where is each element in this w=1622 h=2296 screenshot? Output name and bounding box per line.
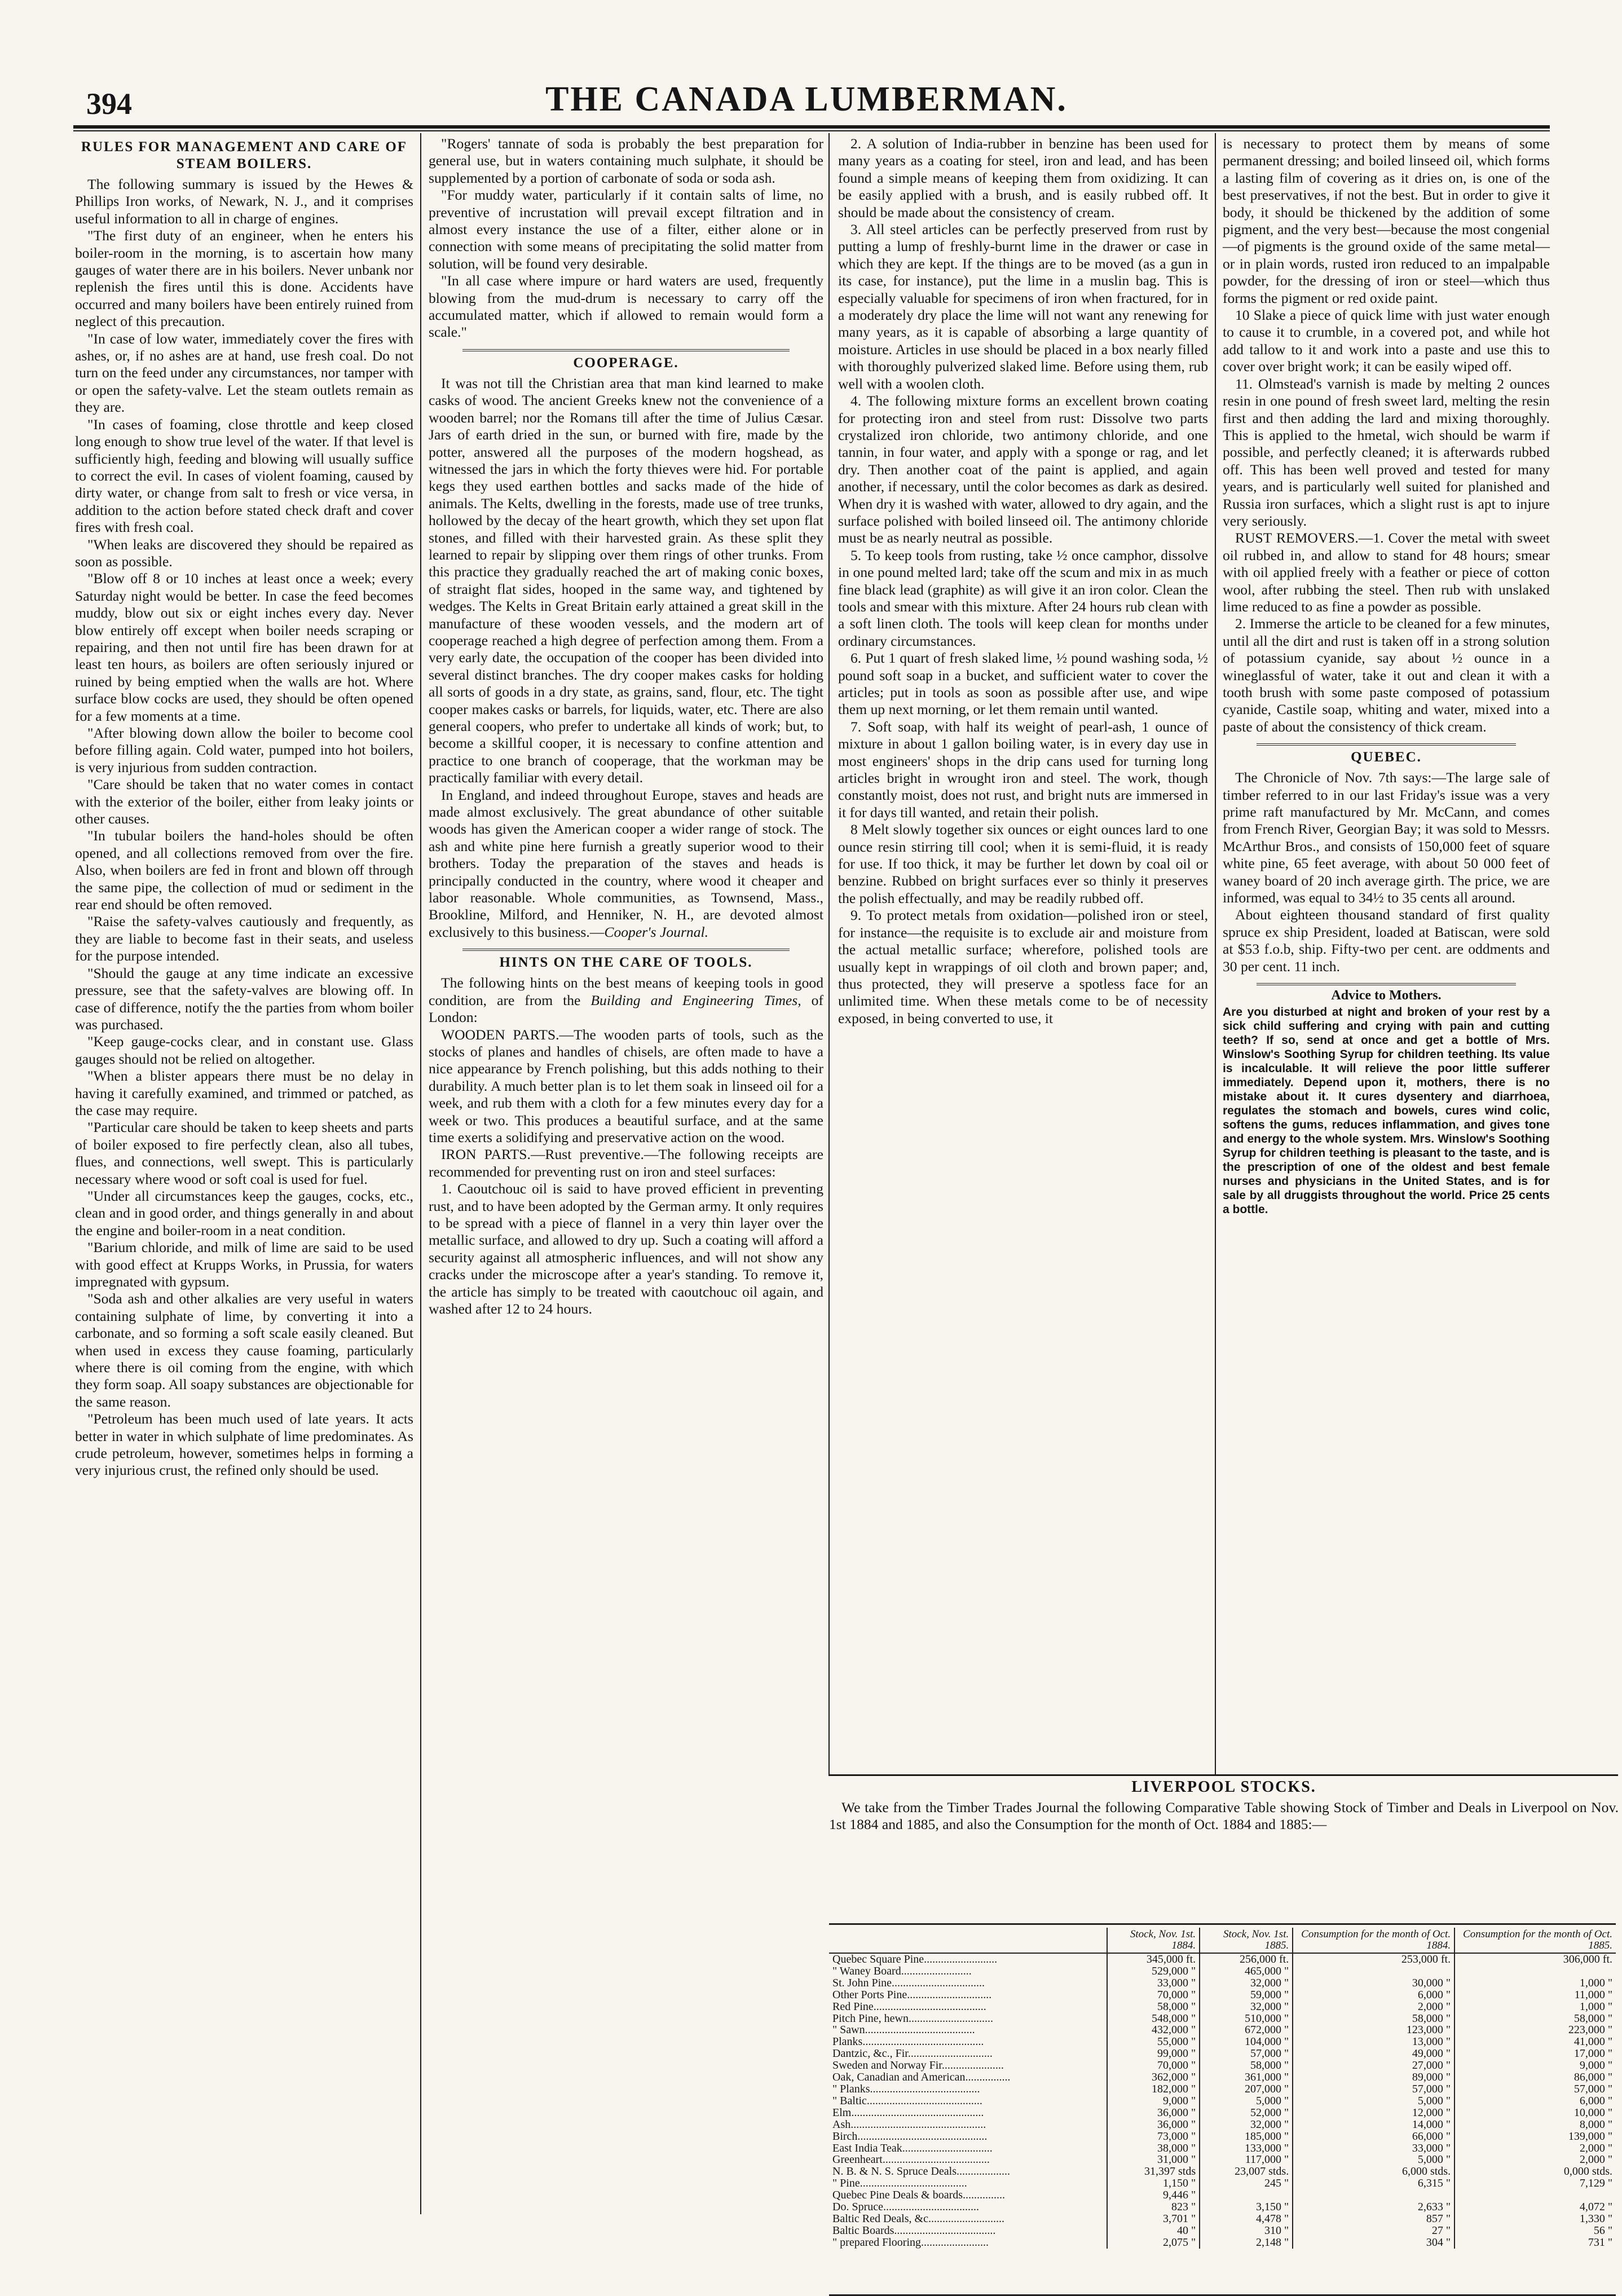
table-cell: 57,000 " [1454, 2083, 1616, 2095]
table-cell [1200, 2189, 1293, 2201]
table-row [829, 2201, 1616, 2213]
table-cell: 4,072 " [1454, 2201, 1616, 2213]
table-cell [1293, 2189, 1454, 2201]
table-cell: 27 " [1293, 2225, 1454, 2237]
section-rule [462, 949, 790, 951]
row-label: Ash................................................ [832, 2118, 986, 2131]
table-cell: 529,000 " [1107, 1966, 1200, 1977]
table-cell: 38,000 " [1107, 2143, 1200, 2154]
table-cell: 58,000 " [1107, 2001, 1200, 2013]
row-label: Dantzic, &c., Fir.............................. [832, 2048, 993, 2060]
paragraph: "The first duty of an engineer, when he enters his boiler-room in the morning, is to ascertain how many gauges of water there are in his boilers. Never unbank nor replenish the fires until this is done. Accidents have occurred and many boilers have been entirely ruined from neglect of this precaution. [75, 227, 413, 330]
table-cell: 548,000 " [1107, 2013, 1200, 2025]
paragraph: IRON PARTS.—Rust preventive.—The following receipts are recommended for preventing rust on iron and steel surfaces: [429, 1146, 823, 1180]
table-cell: 306,000 ft. [1454, 1953, 1616, 1966]
paragraph: "Soda ash and other alkalies are very useful in waters containing sulphate of lime, by converting it into a carbonate, and so forming a soft scale easily cleaned. But when used in excess they cause foaming, particularly where there is oil coming from the engine, with which they form soap. All soapy substances are objectionable for the same reason. [75, 1290, 413, 1410]
source-citation: Building and Engineering Times, [590, 991, 801, 1008]
row-label: " Baltic......................................... [832, 2095, 982, 2107]
paragraph [429, 975, 823, 1026]
paragraph: 3. All steel articles can be perfectly preserved from rust by putting a lump of freshly-burnt lime in the drawer or case in which they are kept. If the things are to be moved (as a gun in its case, for instance), put the lime in a muslin bag. This is especially valuable for specimens of iron when fractured, for in a moderately dry place the lime will not want any renewing for many years, as it is capable of absorbing a large quantity of moisture. Articles in use should be placed in a box nearly filled with thoroughly pulverized slaked lime. Before using them, rub well with a woolen cloth. [838, 221, 1208, 392]
table-cell: 310 " [1200, 2225, 1293, 2237]
table-row [829, 2001, 1616, 2013]
section-rule [462, 349, 790, 351]
table-cell: 5,000 " [1293, 2095, 1454, 2107]
table-cell [1454, 1966, 1616, 1977]
newspaper-title: THE CANADA LUMBERMAN. [545, 80, 1068, 118]
paragraph: "Barium chloride, and milk of lime are said to be used with good effect at Krupps Works, in Prussia, for waters impregnated with gypsum. [75, 1239, 413, 1290]
table-cell: 52,000 " [1200, 2107, 1293, 2119]
table-cell [1293, 1966, 1454, 1977]
paragraph: "Should the gauge at any time indicate an excessive pressure, see that the safety-valves are blowing off. In case of difference, notify the the parties from whom boiler was purchased. [75, 964, 413, 1033]
row-label: Quebec Square Pine.......................... [832, 1953, 998, 1966]
column-divider [420, 133, 421, 2214]
table-row [829, 2095, 1616, 2107]
table-cell: 731 " [1454, 2237, 1616, 2249]
page-header [70, 76, 1542, 121]
table-cell: 6,000 stds. [1293, 2166, 1454, 2178]
table-cell: 73,000 " [1107, 2131, 1200, 2143]
table-row [829, 2131, 1616, 2143]
table-row [829, 2119, 1616, 2131]
row-label: " Pine...................................... [832, 2178, 967, 2190]
table-cell: 245 " [1200, 2178, 1293, 2189]
table-cell: 207,000 " [1200, 2083, 1293, 2095]
table-cell: 41,000 " [1454, 2036, 1616, 2048]
paragraph: 2. Immerse the article to be cleaned for a few minutes, until all the dirt and rust is taken off in a strong solution of potassium cyanide, say about ½ ounce in a wineglassful of water, take it out and clean it with a tooth brush with some paste composed of potassium cyanide, Castile soap, whiting and water, mixed into a paste of about the consistency of thick cream. [1223, 615, 1550, 735]
table-cell: 5,000 " [1200, 2095, 1293, 2107]
table-row [829, 1989, 1616, 2001]
table-cell: 256,000 ft. [1200, 1953, 1293, 1966]
table-row [829, 2154, 1616, 2166]
table-cell: 27,000 " [1293, 2060, 1454, 2072]
row-label: Planks........................................... [832, 2036, 984, 2048]
table-row [829, 2036, 1616, 2048]
table-cell: 59,000 " [1200, 1989, 1293, 2001]
table-cell: 465,000 " [1200, 1966, 1293, 1977]
paragraph: 5. To keep tools from rusting, take ½ once camphor, dissolve in one pound melted lard; take off the scum and mix in as much fine black lead (graphite) as will give it an iron color. Clean the tools and smear with this mixture. After 24 hours rub clean with a soft linen cloth. The tools will keep clean for months under ordinary circumstances. [838, 547, 1208, 649]
column-divider [828, 133, 830, 1774]
table-cell: 185,000 " [1200, 2131, 1293, 2143]
table-row [829, 1977, 1616, 1989]
header-rule [73, 125, 1550, 129]
row-label: East India Teak................................ [832, 2142, 993, 2154]
paragraph: "When a blister appears there must be no delay in having it carefully examined, and trimmed or patched, as the case may require. [75, 1068, 413, 1118]
table-cell: 86,000 " [1454, 2072, 1616, 2083]
table-cell: 117,000 " [1200, 2154, 1293, 2166]
table-cell: 104,000 " [1200, 2036, 1293, 2048]
table-cell: 6,315 " [1293, 2178, 1454, 2189]
paragraph: "Rogers' tannate of soda is probably the best preparation for general use, but in waters containing much sulphate, it should be supplemented by a portion of carbonate of soda or soda ash. [429, 135, 823, 186]
table-cell: 510,000 " [1200, 2013, 1293, 2025]
table-cell: 139,000 " [1454, 2131, 1616, 2143]
table-cell: 31,397 stds [1107, 2166, 1200, 2178]
table-cell: 32,000 " [1200, 1977, 1293, 1989]
quebec-heading: QUEBEC. [1351, 750, 1422, 765]
row-label: Pitch Pine, hewn.............................. [832, 2012, 993, 2025]
paragraph: The following summary is issued by the Hewes & Phillips Iron works, of Newark, N. J., and it comprises useful information to all in charge of engines. [75, 176, 413, 227]
table-cell: 17,000 " [1454, 2048, 1616, 2060]
table-cell: 99,000 " [1107, 2048, 1200, 2060]
table-cell: 362,000 " [1107, 2072, 1200, 2083]
table-cell: 55,000 " [1107, 2036, 1200, 2048]
stocks-intro: We take from the Timber Trades Journal the following Comparative Table showing Stock of Timber and Deals in Liverpool on Nov. 1st 1884 and 1885, and also the Consumption for the month of Oct. 1884 and 1885:— [829, 1799, 1619, 1833]
table-row [829, 2178, 1616, 2189]
table-cell: 49,000 " [1293, 2048, 1454, 2060]
table-cell: 9,000 " [1107, 2095, 1200, 2107]
table-cell: 672,000 " [1200, 2024, 1293, 2036]
paragraph: About eighteen thousand standard of first quality spruce ex ship President, loaded at Batiscan, were sold at $53 f.o.b, ship. Fifty-two per cent. are oddments and 30 per cent. 11 inch. [1223, 906, 1550, 975]
table-cell: 3,701 " [1107, 2213, 1200, 2225]
row-label: " Sawn....................................... [832, 2024, 975, 2037]
paragraph: 4. The following mixture forms an excellent brown coating for protecting iron and steel from rust: Dissolve two parts crystalized iron chloride, two antimony chloride, and one tannin, in four water, and apply with a sponge or rag, and let dry. Then another coat of the paint is applied, and again another, if necessary, until the color becomes as dark as desired. When dry it is washed with water, allowed to dry again, and the surface polished with boiled linseed oil. The antimony chloride must be as nearly neutral as possible. [838, 393, 1208, 547]
stocks-table [829, 1928, 1616, 2249]
table-cell: 57,000 " [1200, 2048, 1293, 2060]
column-1 [75, 135, 413, 1479]
notice-heading: Advice to Mothers. [1331, 988, 1442, 1003]
table-cell: 2,000 " [1454, 2143, 1616, 2154]
table-cell: 70,000 " [1107, 2060, 1200, 2072]
table-row [829, 1966, 1616, 1977]
table-cell: 1,000 " [1454, 2001, 1616, 2013]
row-label: Baltic Boards.................................... [832, 2224, 996, 2237]
table-cell: 58,000 " [1454, 2013, 1616, 2025]
table-cell: 31,000 " [1107, 2154, 1200, 2166]
table-cell: 9,446 " [1107, 2189, 1200, 2201]
table-cell: 32,000 " [1200, 2001, 1293, 2013]
table-row [829, 2072, 1616, 2083]
paragraph: "Keep gauge-cocks clear, and in constant use. Glass gauges should not be relied on altogether. [75, 1033, 413, 1067]
notice-text: Are you disturbed at night and broken of your rest by a sick child suffering and crying with pain and cutting teeth? If so, send at once and get a bottle of Mrs. Winslow's Soothing Syrup for children teething. Its value is incalculable. It will relieve the poor little sufferer immediately. Depend upon it, mothers, there is no mistake about it. It cures dysentery and diarrhoea, regulates the stomach and bowels, cures wind colic, softens the gums, reduces inflammation, and gives tone and energy to the whole system. Mrs. Winslow's Soothing Syrup for children teething is pleasant to the taste, and is the prescription of one of the oldest and best female nurses and physicians in the United States, and is for sale by all druggists throughout the world. Price 25 cents a bottle. [1223, 1006, 1550, 1217]
table-cell: 304 " [1293, 2237, 1454, 2249]
tools-heading: HINTS ON THE CARE OF TOOLS. [499, 955, 753, 971]
table-cell: 223,000 " [1454, 2024, 1616, 2036]
column-header: Consumption for the month of Oct. 1884. [1293, 1928, 1454, 1953]
stocks-heading: LIVERPOOL STOCKS. [1131, 1778, 1316, 1796]
section-rule [1257, 983, 1516, 985]
paragraph-text: The following hints on the best means of keeping tools in good condition, are from the [429, 975, 823, 1008]
column-divider [1215, 133, 1216, 1774]
table-row [829, 2083, 1616, 2095]
table-cell: 1,000 " [1454, 1977, 1616, 1989]
table-row [829, 2225, 1616, 2237]
paragraph: The Chronicle of Nov. 7th says:—The large sale of timber referred to in our last Friday's issue was a very prime raft manufactured by Mr. McCann, and comes from French River, Georgian Bay; it was sold to Messrs. McArthur Bros., and consists of 150,000 feet of square white pine, 65 feet average, with about 50 000 feet of waney board of 20 inch average girth. The price, we are informed, was equal to 34½ to 35 cents all around. [1223, 769, 1550, 906]
paragraph: "Petroleum has been much used of late years. It acts better in water in which sulphate of lime predominates. As crude petroleum, however, sometimes helps in forming a very injurious crust, the refined only should be used. [75, 1411, 413, 1479]
paragraph: "In tubular boilers the hand-holes should be often opened, and all collections removed from over the fire. Also, when boilers are fed in front and blown off through the same pipe, the collection of mud or sediment in the rear end should be often removed. [75, 827, 413, 913]
paragraph: "When leaks are discovered they should be repaired as soon as possible. [75, 536, 413, 570]
table-row [829, 2048, 1616, 2060]
column-header: Consumption for the month of Oct. 1885. [1454, 1928, 1616, 1953]
paragraph: "Particular care should be taken to keep sheets and parts of boiler exposed to fire perfectly clean, also all tubes, flues, and connections, well swept. This is particularly necessary where wood or soft coal is used for fuel. [75, 1119, 413, 1187]
table-header-row [829, 1928, 1616, 1953]
row-label: Baltic Red Deals, &c........................... [832, 2213, 1004, 2225]
liverpool-stocks-section [829, 1775, 1619, 2249]
boilers-heading: RULES FOR MANAGEMENT AND CARE OF STEAM BOILERS. [81, 139, 408, 171]
table-cell: 70,000 " [1107, 1989, 1200, 2001]
paragraph: is necessary to protect them by means of some permanent dressing; and boiled linseed oil, which forms a lasting film of covering as it dries on, is one of the best preservatives, if not the best. But in order to give it body, it should be thickened by the addition of some pigment, and the very best—because the most congenial—of pigments is the ground oxide of the same metal—or in plain words, rusted iron reduced to an impalpable powder, for the dressing of iron or steel—which thus forms the pigment or red oxide paint. [1223, 135, 1550, 306]
paragraph: "Blow off 8 or 10 inches at least once a week; every Saturday night would be better. In case the feed becomes muddy, blow out six or eight inches every day. Never blow entirely off except when boiler needs scraping or repairing, and then not until fire has been drawn for at least ten hours, as boilers are often seriously injured or ruined by being emptied when the walls are hot. Where surface blow cocks are used, they should be often opened for a few moments at a time. [75, 570, 413, 724]
table-cell: 12,000 " [1293, 2107, 1454, 2119]
paragraph: 10 Slake a piece of quick lime with just water enough to cause it to crumble, in a covered pot, and while hot add tallow to it and work into a paste and use this to cover over bright work; it can be easily wiped off. [1223, 307, 1550, 375]
table-cell: 40 " [1107, 2225, 1200, 2237]
table-row [829, 2107, 1616, 2119]
row-label: Oak, Canadian and American................ [832, 2072, 1011, 2083]
table-row [829, 2143, 1616, 2154]
table-cell: 857 " [1293, 2213, 1454, 2225]
paragraph: "For muddy water, particularly if it contain salts of lime, no preventive of incrustation will prevail except filtration and in almost every instance the use of a filter, either alone or in connection with some means of precipitating the solid matter from solution, will be found very desirable. [429, 187, 823, 272]
paragraph: "Raise the safety-valves cautiously and frequently, as they are liable to become fast in their seats, and useless for the purpose intended. [75, 913, 413, 964]
row-label: Birch.............................................. [832, 2130, 988, 2143]
table-cell: 1,150 " [1107, 2178, 1200, 2189]
row-label: Red Pine........................................ [832, 2000, 986, 2013]
table-cell: 13,000 " [1293, 2036, 1454, 2048]
table-cell: 56 " [1454, 2225, 1616, 2237]
table-row [829, 2060, 1616, 2072]
paragraph [429, 787, 823, 941]
column-header: Stock, Nov. 1st. 1885. [1200, 1928, 1293, 1953]
paragraph: 6. Put 1 quart of fresh slaked lime, ½ pound washing soda, ½ pound soft soap in a bucket, and sufficient water to cover the articles; put in tools as soon as possible after use, and wipe them up next morning, or let them remain until wanted. [838, 650, 1208, 718]
row-label: Elm............................................... [832, 2106, 984, 2119]
paragraph: WOODEN PARTS.—The wooden parts of tools, such as the stocks of planes and handles of chisels, are often made to have a nice appearance by French polishing, but this adds nothing to their durability. A much better plan is to let them soak in linseed oil for a week, and rub them with a cloth for a few minutes every day for a week or two. This produces a beautiful surface, and at the same time exerts a solidifying and preservative action on the wood. [429, 1026, 823, 1145]
table-cell: 11,000 " [1454, 1989, 1616, 2001]
paragraph-text: of London: [429, 991, 823, 1026]
paragraph: 8 Melt slowly together six ounces or eight ounces lard to one ounce resin stirring till cool; when it is semi-fluid, it is ready for use. If too thick, it may be further let down by coal oil or benzine. Rubbed on bright surfaces ever so thinly it preserves the polish effectually, and may be readily rubbed off. [838, 821, 1208, 906]
table-cell: 253,000 ft. [1293, 1953, 1454, 1966]
paragraph: "Care should be taken that no water comes in contact with the exterior of the boiler, either from leaky joints or other causes. [75, 776, 413, 827]
table-cell: 5,000 " [1293, 2154, 1454, 2166]
source-citation: Cooper's Journal. [604, 923, 709, 940]
table-cell: 57,000 " [1293, 2083, 1454, 2095]
paragraph-text: In England, and indeed throughout Europe, staves and heads are made almost exclusively. The great abundance of other suitable woods has given the American cooper a wider range of stock. The ash and white pine here furnish a greatly superior wood to their brothers. Today the preparation of the staves and heads is principally conducted in the country, where wood it cheaper and labor reasonable. Whole communities, as Townsend, Mass., Brookline, Milford, and Henniker, N. H., are devoted almost exclusively to this business.— [429, 786, 823, 940]
row-label: St. John Pine................................. [832, 1977, 985, 1989]
table-cell: 2,075 " [1107, 2237, 1200, 2249]
table-cell: 36,000 " [1107, 2119, 1200, 2131]
row-label: Other Ports Pine.............................. [832, 1989, 992, 2001]
paragraph: 7. Soft soap, with half its weight of pearl-ash, 1 ounce of mixture in about 1 gallon boiling water, is in every day use in most engineers' shops in the drip cans used for turning long articles bright in wrought iron and steel. The work, though constantly moist, does not rust, and bright nuts are immersed in it for days till wanted, and retain their polish. [838, 718, 1208, 821]
table-row [829, 1953, 1616, 1966]
table-cell: 9,000 " [1454, 2060, 1616, 2072]
column-2 [429, 135, 823, 1317]
table-cell: 66,000 " [1293, 2131, 1454, 2143]
table-cell: 33,000 " [1293, 2143, 1454, 2154]
header-rule-thin [73, 130, 1550, 131]
table-cell: 4,478 " [1200, 2213, 1293, 2225]
table-cell: 1,330 " [1454, 2213, 1616, 2225]
table-cell: 345,000 ft. [1107, 1953, 1200, 1966]
table-cell: 33,000 " [1107, 1977, 1200, 1989]
table-cell: 0,000 stds. [1454, 2166, 1616, 2178]
table-cell: 361,000 " [1200, 2072, 1293, 2083]
paragraph: It was not till the Christian area that man kind learned to make casks of wood. The ancient Greeks knew not the convenience of a wooden barrel; nor the Romans till after the time of Julius Cæsar. Jars of earth dried in the sun, or burned with fire, made by the potter, answered all the purposes of the modern hogshead, as witnessed the jars in which the forty thieves were hid. For portable kegs they used earthen bottles and sacks made of the hide of animals. The Kelts, dwelling in the forests, made use of tree trunks, hollowed by the decay of the heart growth, which they set upon flat stones, and filled with their harvested grain. As these split they learned to repair by slipping over them rings of other trunks. From this practice they gradually reached the art of making conic boxes, of straight flat sides, hooped in the same way, and tightened by wedges. The Kelts in Great Britain early attained a great skill in the manufacture of these wooden vessels, and the modern art of cooperage reached a high degree of perfection among them. From a very early date, the occupation of the cooper has been divided into several distinct branches. The dry cooper makes casks for holding all sorts of goods in a dry state, as grains, sand, flour, etc. The tight cooper makes casks or barrels, for liquids, water, etc. There are also general coopers, who prefer to undertake all kinds of work; but, to become a skillful cooper, it is necessary to confine attention and practice to one branch of cooperage, that the workman may be practically familiar with every detail. [429, 374, 823, 786]
column-3 [838, 135, 1208, 1027]
table-cell: 30,000 " [1293, 1977, 1454, 1989]
table-cell: 2,000 " [1293, 2001, 1454, 2013]
table-cell: 10,000 " [1454, 2107, 1616, 2119]
table-cell: 6,000 " [1293, 1989, 1454, 2001]
paragraph: "In cases of foaming, close throttle and keep closed long enough to show true level of the water. If that level is sufficiently high, feeding and blowing will usually suffice to correct the evil. In cases of violent foaming, caused by dirty water, or change from salt to fresh or vice versa, in addition to the action before stated check draft and cover fires with fresh coal. [75, 416, 413, 536]
table-cell: 2,148 " [1200, 2237, 1293, 2249]
table-row [829, 2013, 1616, 2025]
column-header [829, 1928, 1107, 1953]
cooperage-heading: COOPERAGE. [573, 355, 679, 371]
row-label: " prepared Flooring........................ [832, 2236, 989, 2249]
table-cell: 58,000 " [1200, 2060, 1293, 2072]
table-cell: 7,129 " [1454, 2178, 1616, 2189]
row-label: " Planks....................................... [832, 2083, 980, 2095]
row-label: Do. Spruce.................................. [832, 2201, 979, 2213]
row-label: N. B. & N. S. Spruce Deals................... [832, 2166, 1010, 2178]
paragraph: RUST REMOVERS.—1. Cover the metal with sweet oil rubbed in, and allow to stand for 48 hours; smear with oil applied freely with a feather or piece of cotton wool, after rubbing the steel. Then rub with unslaked lime reduced to as fine a powder as possible. [1223, 530, 1550, 615]
table-cell: 3,150 " [1200, 2201, 1293, 2213]
paragraph: "In case of low water, immediately cover the fires with ashes, or, if no ashes are at hand, use fresh coal. Do not turn on the feed under any circumstances, nor tamper with or open the safety-valve. Let the steam outlets remain as they are. [75, 330, 413, 416]
table-row [829, 2166, 1616, 2178]
row-label: Sweden and Norway Fir...................... [832, 2060, 1004, 2072]
row-label: Greenheart...................................... [832, 2154, 990, 2166]
section-rule [1257, 743, 1516, 746]
table-cell: 36,000 " [1107, 2107, 1200, 2119]
table-cell: 8,000 " [1454, 2119, 1616, 2131]
row-label: Quebec Pine Deals & boards............... [832, 2189, 1006, 2202]
table-row [829, 2213, 1616, 2225]
paragraph: 1. Caoutchouc oil is said to have proved efficient in preventing rust, and to have been adopted by the German army. It only requires to be spread with a piece of flannel in a very thin layer over the metallic surface, and allowed to dry up. Such a coating will afford a security against all atmospheric influences, and will not show any cracks under the microscope after a year's standing. To remove it, the article has simply to be treated with caoutchouc oil again, and washed after 12 to 24 hours. [429, 1180, 823, 1317]
table-cell: 2,633 " [1293, 2201, 1454, 2213]
page-number: 394 [86, 87, 132, 121]
table-cell: 2,000 " [1454, 2154, 1616, 2166]
table-cell: 23,007 stds. [1200, 2166, 1293, 2178]
table-cell: 32,000 " [1200, 2119, 1293, 2131]
row-label: " Waney Board......................... [832, 1965, 972, 1977]
advice-notice [1223, 989, 1550, 1217]
paragraph: "Under all circumstances keep the gauges, cocks, etc., clean and in good order, and things generally in and about the engine and boiler-room in a neat condition. [75, 1187, 413, 1239]
table-row [829, 2189, 1616, 2201]
table-cell: 6,000 " [1454, 2095, 1616, 2107]
paragraph: 9. To protect metals from oxidation—polished iron or steel, for instance—the requisite is to exclude air and moisture from the actual metallic surface; wherefore, polished tools are usually kept in wrappings of oil cloth and brown paper; and, thus protected, they will preserve a spotless face for an unlimited time. When these metals come to be of necessity exposed, in being converted to use, it [838, 907, 1208, 1026]
column-4 [1223, 135, 1550, 1217]
paragraph: "In all case where impure or hard waters are used, frequently blowing from the mud-drum is necessary to carry off the accumulated matter, which if allowed to remain would form a scale." [429, 272, 823, 341]
table-cell: 133,000 " [1200, 2143, 1293, 2154]
table-cell: 182,000 " [1107, 2083, 1200, 2095]
paragraph: "After blowing down allow the boiler to become cool before filling again. Cold water, pumped into hot boilers, is very injurious from sudden contraction. [75, 725, 413, 775]
table-row [829, 2024, 1616, 2036]
table-cell: 14,000 " [1293, 2119, 1454, 2131]
paragraph: 2. A solution of India-rubber in benzine has been used for many years as a coating for steel, iron and lead, and has been found a simple means of keeping them from oxidizing. It can be easily applied with a brush, and is easily rubbed off. It should be made about the consistency of cream. [838, 135, 1208, 221]
table-cell: 432,000 " [1107, 2024, 1200, 2036]
paragraph: 11. Olmstead's varnish is made by melting 2 ounces resin in one pound of fresh sweet lard, melting the resin first and then adding the lard and mixing thoroughly. This is applied to the hmetal, wich should be warm if possible, and perfectly cleaned; it is afterwards rubbed off. This has been well proved and tested for many years, and is particularly well suited for planished and Russia iron surfaces, which a slight rust is apt to injure very seriously. [1223, 375, 1550, 529]
table-row [829, 2237, 1616, 2249]
table-cell: 123,000 " [1293, 2024, 1454, 2036]
table-cell: 89,000 " [1293, 2072, 1454, 2083]
table-cell [1454, 2189, 1616, 2201]
table-body [829, 1953, 1616, 2249]
table-cell: 823 " [1107, 2201, 1200, 2213]
column-header: Stock, Nov. 1st. 1884. [1107, 1928, 1200, 1953]
table-cell: 58,000 " [1293, 2013, 1454, 2025]
